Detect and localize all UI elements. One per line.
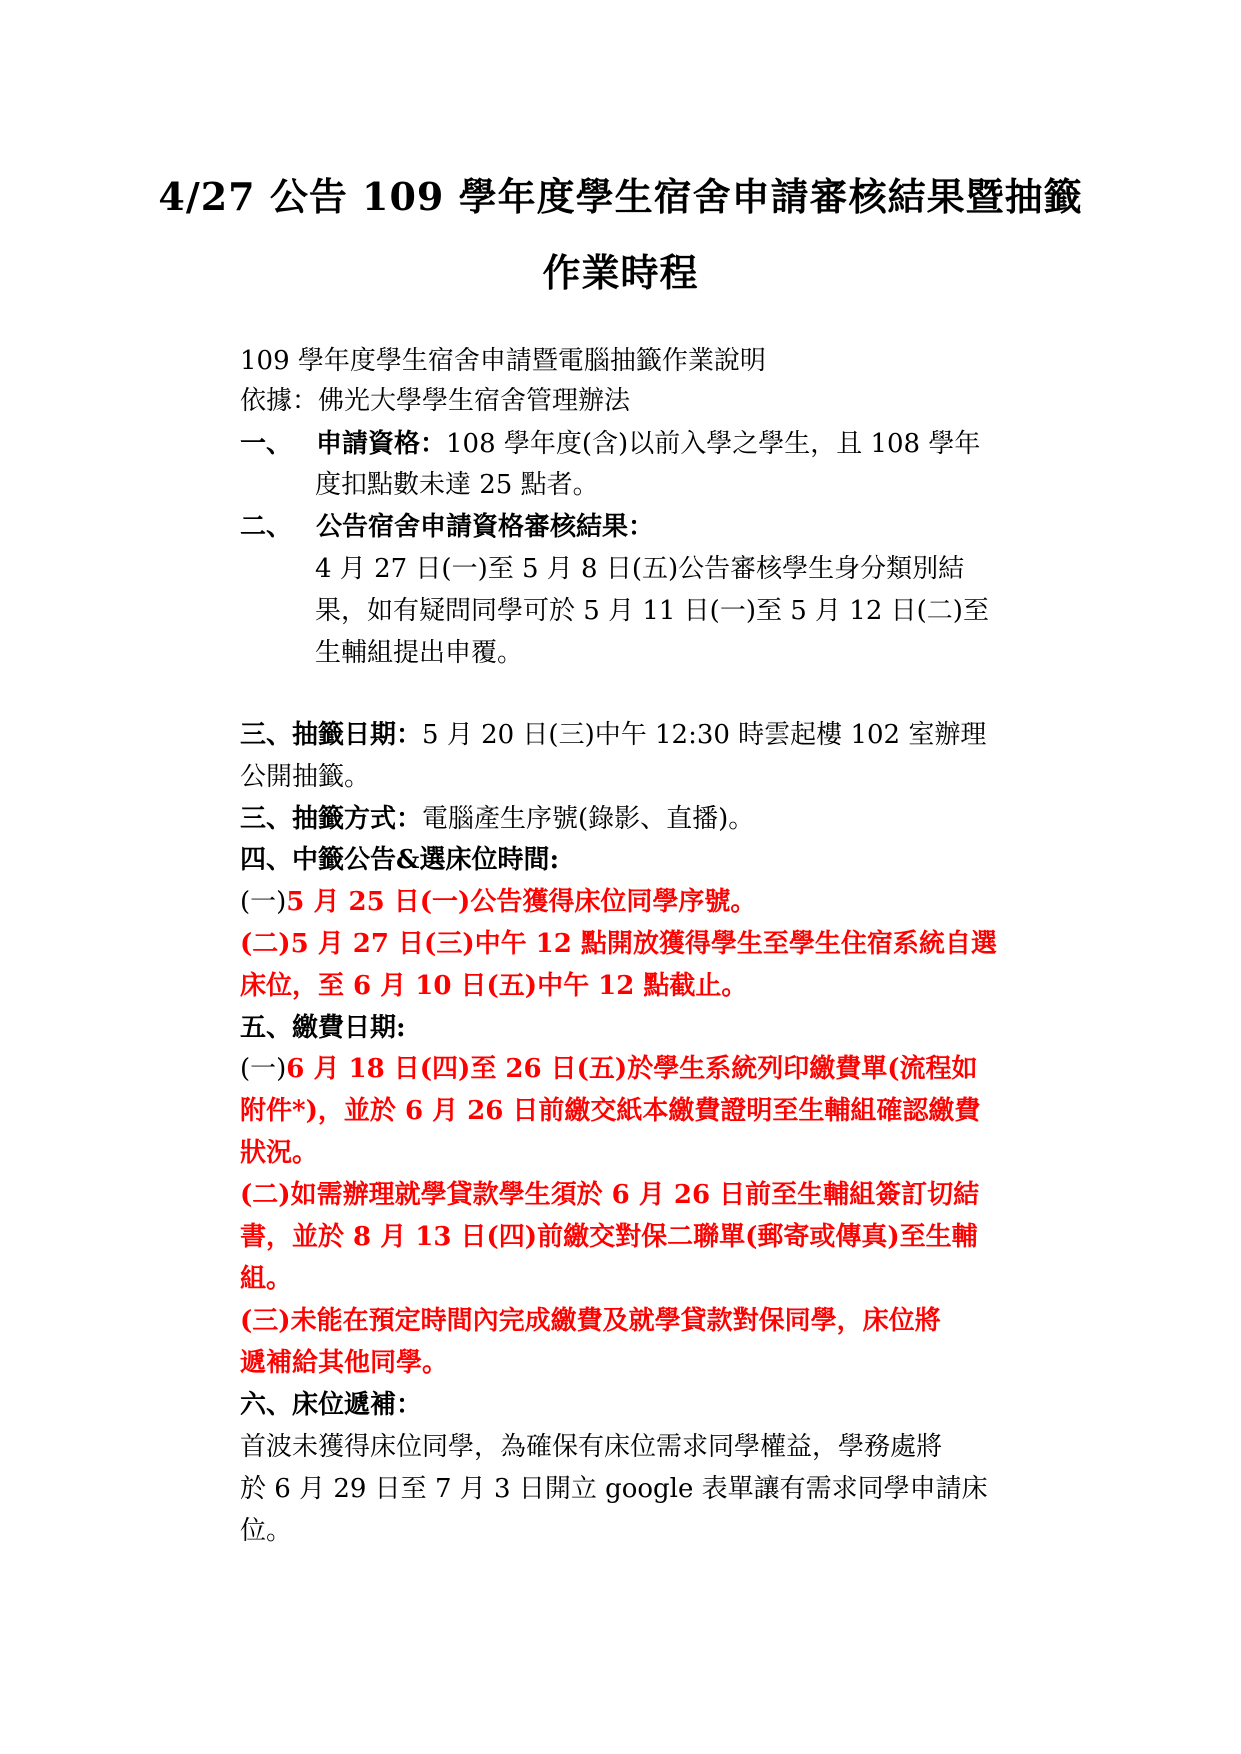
section5-item2-line1: (二)如需辦理就學貸款學生須於 6 月 26 日前至生輔組簽訂切結 (240, 1180, 980, 1210)
section5-item1-line1 (240, 1056, 978, 1082)
section1-line1 (240, 431, 980, 457)
section5-item3-line2: 遞補給其他同學。 (240, 1348, 449, 1378)
section4-heading: 四、中籤公告&選床位時間: (240, 845, 560, 875)
section3b-line (240, 806, 754, 832)
section4-item2-line2: 床位，至 6 月 10 日(五)中午 12 點截止。 (240, 971, 748, 1001)
section6-text2: 於 6 月 29 日至 7 月 3 日開立 google 表單讓有需求同學申請床 (240, 1474, 988, 1504)
section2-heading: 公告宿舍申請資格審核結果： (316, 512, 655, 542)
section5-item2-line2: 書，並於 8 月 13 日(四)前繳交對保二聯單(郵寄或傳真)至生輔 (240, 1222, 978, 1252)
section5-item1-text: 6 月 18 日(四)至 26 日(五)於學生系統列印繳費單(流程如 (286, 1054, 978, 1084)
section5-item1-line2: 附件*)，並於 6 月 26 日前繳交紙本繳費證明至生輔組確認繳費 (240, 1096, 981, 1126)
document-title-line1: 4/27 公告 109 學年度學生宿舍申請審核結果暨抽籤 (158, 174, 1083, 219)
section5-item1-prefix: (一) (240, 1054, 287, 1084)
section4-item1 (240, 889, 756, 915)
section2-line1 (240, 514, 654, 540)
section2-text1: 4 月 27 日(一)至 5 月 8 日(五)公告審核學生身分類別結 (315, 554, 965, 584)
section4-item1-prefix: (一) (240, 887, 287, 917)
intro-line1: 109 學年度學生宿舍申請暨電腦抽籤作業說明 (240, 346, 766, 376)
section3b-text: 電腦產生序號(錄影、直播)。 (422, 804, 755, 834)
section1-text2: 度扣點數未達 25 點者。 (315, 470, 599, 500)
section3a-line1 (240, 722, 986, 748)
section5-item1-line3: 狀況。 (240, 1138, 319, 1168)
section1-number: 一、 (240, 429, 293, 459)
section3a-heading: 三、抽籤日期： (240, 720, 423, 750)
section5-item2-line3: 組。 (240, 1264, 293, 1294)
section4-item1-text: 5 月 25 日(一)公告獲得床位同學序號。 (286, 887, 757, 917)
section2-text2: 果，如有疑問同學可於 5 月 11 日(一)至 5 月 12 日(二)至 (315, 596, 989, 626)
document-title-line2: 作業時程 (542, 250, 699, 295)
intro-line2: 依據：佛光大學學生宿舍管理辦法 (240, 386, 631, 416)
section2-text3: 生輔組提出申覆。 (315, 638, 524, 668)
section5-item3-line1: (三)未能在預定時間內完成繳費及就學貸款對保同學，床位將 (240, 1306, 941, 1336)
section6-text1: 首波未獲得床位同學，為確保有床位需求同學權益，學務處將 (240, 1432, 943, 1462)
section1-heading: 申請資格： (316, 429, 447, 459)
section5-heading: 五、繳費日期: (240, 1013, 406, 1043)
section1-text1: 108 學年度(含)以前入學之學生，且 108 學年 (446, 429, 981, 459)
section6-heading: 六、床位遞補： (240, 1390, 423, 1420)
section3a-text1: 5 月 20 日(三)中午 12:30 時雲起樓 102 室辦理 (422, 720, 987, 750)
section4-item2-line1: (二)5 月 27 日(三)中午 12 點開放獲得學生至學生住宿系統自選 (240, 929, 997, 959)
section3a-text2: 公開抽籤。 (240, 762, 371, 792)
section3b-heading: 三、抽籤方式： (240, 804, 423, 834)
section6-text3: 位。 (240, 1516, 293, 1546)
section2-number: 二、 (240, 512, 293, 542)
